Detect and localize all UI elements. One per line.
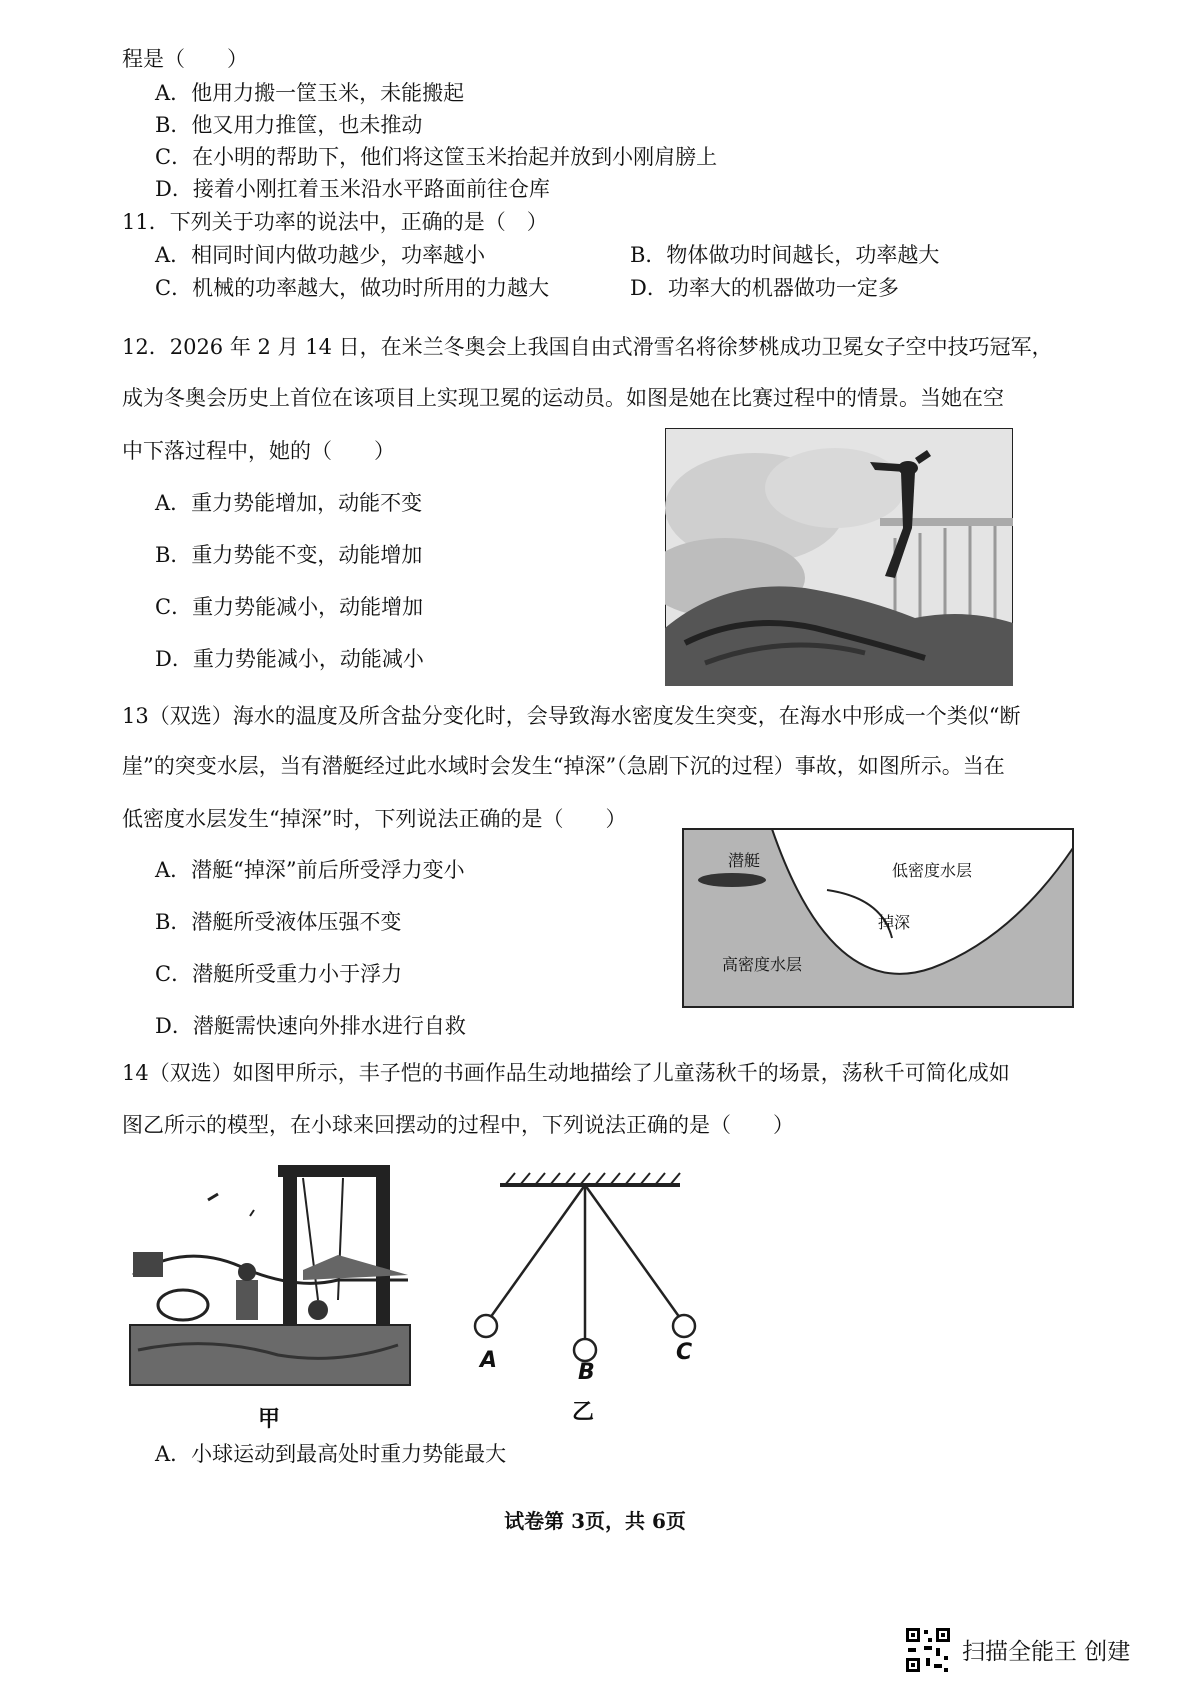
q10-option-c: C．在小明的帮助下，他们将这筐玉米抬起并放到小刚肩膀上 <box>155 145 718 169</box>
drop-label: 掉深 <box>878 913 911 932</box>
pendulum-label-c: C <box>676 1340 693 1365</box>
q13-option-c: C．潜艇所受重力小于浮力 <box>155 962 403 986</box>
q13-option-a: A．潜艇“掉深”前后所受浮力变小 <box>155 858 465 882</box>
q13-option-b: B．潜艇所受液体压强不变 <box>155 910 402 934</box>
q10-tail: 程是（ ） <box>122 47 248 71</box>
q13-stem-line-1: 13（双选）海水的温度及所含盐分变化时，会导致海水密度发生突变，在海水中形成一个类似“断 <box>122 704 1021 728</box>
q11-stem: 11．下列关于功率的说法中，正确的是（ ） <box>122 210 548 234</box>
q14-option-a: A．小球运动到最高处时重力势能最大 <box>155 1442 507 1466</box>
q12-stem-line-1: 12．2026 年 2 月 14 日，在米兰冬奥会上我国自由式滑雪名将徐梦桃成功卫冕女子空中技巧冠军， <box>122 335 1053 359</box>
q10-option-d: D．接着小刚扛着玉米沿水平路面前往仓库 <box>155 177 550 201</box>
q12-option-d: D．重力势能减小，动能减小 <box>155 647 424 671</box>
pendulum-label-a: A <box>480 1348 498 1373</box>
caption-jia: 甲 <box>258 1407 281 1432</box>
q13-stem-line-2: 崖”的突变水层，当有潜艇经过此水域时会发生“掉深”（急剧下沉的过程）事故，如图所示。当在 <box>122 754 1005 778</box>
qr-code-icon <box>904 1626 952 1674</box>
q11-option-b: B．物体做功时间越长，功率越大 <box>630 243 940 267</box>
high-density-label: 高密度水层 <box>722 955 803 974</box>
q14-stem-line-1: 14（双选）如图甲所示，丰子恺的书画作品生动地描绘了儿童荡秋千的场景，荡秋千可简化成如 <box>122 1061 1010 1085</box>
q11-option-d: D．功率大的机器做功一定多 <box>630 276 899 300</box>
q12-option-a: A．重力势能增加，动能不变 <box>155 491 423 515</box>
scanner-watermark: 扫描全能王 创建 <box>962 1639 1131 1665</box>
q11-option-c: C．机械的功率越大，做功时所用的力越大 <box>155 276 550 300</box>
q10-option-b: B．他又用力推筐，也未推动 <box>155 113 423 137</box>
low-density-label: 低密度水层 <box>892 861 973 880</box>
skier-photo <box>665 428 1013 686</box>
q12-option-c: C．重力势能减小，动能增加 <box>155 595 424 619</box>
q10-option-a: A．他用力搬一筐玉米，未能搬起 <box>155 81 465 105</box>
page-footer: 试卷第 3页，共 6页 <box>504 1509 686 1533</box>
q12-stem-line-2: 成为冬奥会历史上首位在该项目上实现卫冕的运动员。如图是她在比赛过程中的情景。当她在空 <box>122 386 1004 410</box>
submarine-label: 潜艇 <box>728 851 761 870</box>
q11-option-a: A．相同时间内做功越少，功率越小 <box>155 243 486 267</box>
q12-stem-line-3: 中下落过程中，她的（ ） <box>122 439 395 463</box>
seawater-diagram <box>682 828 1074 1008</box>
q13-option-d: D．潜艇需快速向外排水进行自救 <box>155 1014 466 1038</box>
q12-option-b: B．重力势能不变，动能增加 <box>155 543 423 567</box>
q13-stem-line-3: 低密度水层发生“掉深”时，下列说法正确的是（ ） <box>122 807 627 831</box>
q14-stem-line-2: 图乙所示的模型，在小球来回摆动的过程中，下列说法正确的是（ ） <box>122 1113 794 1137</box>
pendulum-diagram <box>470 1170 710 1380</box>
pendulum-label-b: B <box>578 1360 595 1385</box>
swing-painting <box>128 1160 413 1390</box>
caption-yi: 乙 <box>572 1400 595 1425</box>
